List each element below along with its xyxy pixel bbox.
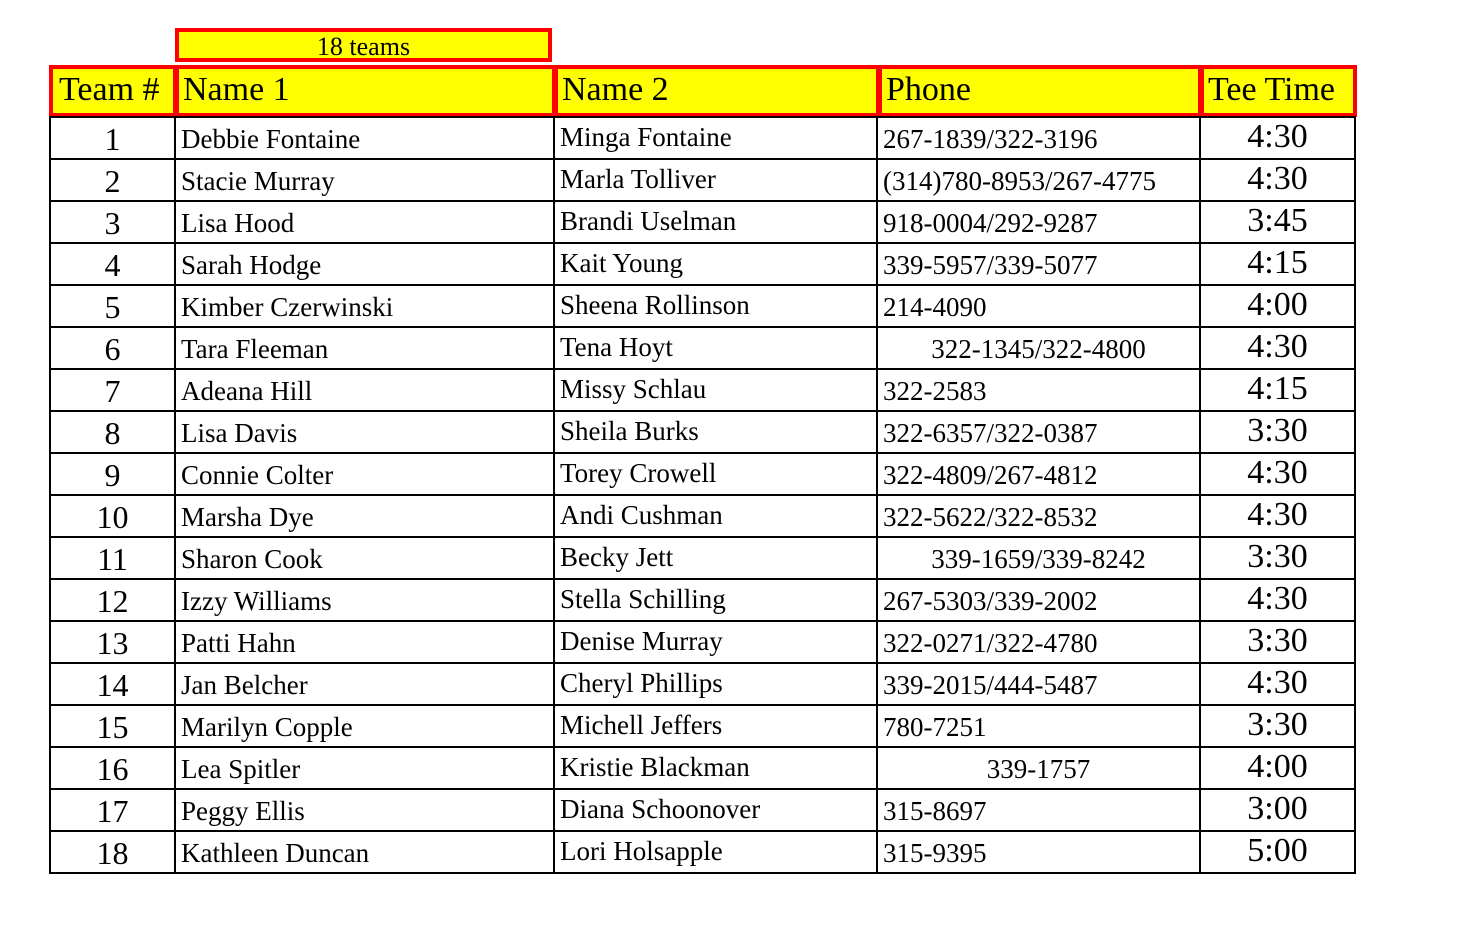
phone-cell: 322-2583 [877, 369, 1200, 411]
team-number-cell: 16 [50, 747, 175, 789]
tee-time-cell: 4:15 [1200, 243, 1355, 285]
tee-time-cell: 3:30 [1200, 411, 1355, 453]
table-row [50, 831, 1355, 873]
header-tee-time: Tee Time [1200, 65, 1357, 117]
tee-time-cell: 3:45 [1200, 201, 1355, 243]
tee-time-cell: 3:00 [1200, 789, 1355, 831]
tee-time-cell: 5:00 [1200, 831, 1355, 873]
name-1-cell: Kathleen Duncan [175, 831, 554, 873]
name-1-cell: Marsha Dye [175, 495, 554, 537]
name-1-cell: Connie Colter [175, 453, 554, 495]
name-1-cell: Lisa Davis [175, 411, 554, 453]
phone-cell: 322-6357/322-0387 [877, 411, 1200, 453]
phone-cell: 339-2015/444-5487 [877, 663, 1200, 705]
name-1-cell: Patti Hahn [175, 621, 554, 663]
phone-cell: 322-4809/267-4812 [877, 453, 1200, 495]
table-row [50, 789, 1355, 831]
name-2-cell: Stella Schilling [554, 579, 877, 621]
team-roster-table [49, 116, 1356, 874]
header-name-2: Name 2 [554, 65, 880, 117]
team-number-cell: 7 [50, 369, 175, 411]
phone-cell: 267-5303/339-2002 [877, 579, 1200, 621]
tee-time-cell: 3:30 [1200, 537, 1355, 579]
name-1-cell: Sharon Cook [175, 537, 554, 579]
tee-time-cell: 3:30 [1200, 705, 1355, 747]
name-2-cell: Torey Crowell [554, 453, 877, 495]
phone-cell: 322-1345/322-4800 [877, 327, 1200, 369]
name-2-cell: Michell Jeffers [554, 705, 877, 747]
header-team-number: Team # [49, 65, 177, 117]
team-number-cell: 17 [50, 789, 175, 831]
team-number-cell: 6 [50, 327, 175, 369]
table-row [50, 537, 1355, 579]
table-row [50, 411, 1355, 453]
name-2-cell: Brandi Uselman [554, 201, 877, 243]
name-2-cell: Diana Schoonover [554, 789, 877, 831]
phone-cell: 322-0271/322-4780 [877, 621, 1200, 663]
team-number-cell: 1 [50, 117, 175, 159]
tee-time-cell: 4:30 [1200, 117, 1355, 159]
table-row [50, 705, 1355, 747]
team-number-cell: 12 [50, 579, 175, 621]
name-1-cell: Debbie Fontaine [175, 117, 554, 159]
header-phone: Phone [878, 65, 1202, 117]
phone-cell: 267-1839/322-3196 [877, 117, 1200, 159]
phone-cell: 339-1757 [877, 747, 1200, 789]
table-row [50, 327, 1355, 369]
table-row [50, 495, 1355, 537]
name-1-cell: Stacie Murray [175, 159, 554, 201]
tee-time-cell: 4:30 [1200, 579, 1355, 621]
tee-time-cell: 4:30 [1200, 663, 1355, 705]
name-1-cell: Sarah Hodge [175, 243, 554, 285]
table-row [50, 453, 1355, 495]
team-number-cell: 2 [50, 159, 175, 201]
name-2-cell: Tena Hoyt [554, 327, 877, 369]
team-number-cell: 14 [50, 663, 175, 705]
team-number-cell: 5 [50, 285, 175, 327]
phone-cell: 315-8697 [877, 789, 1200, 831]
table-row [50, 663, 1355, 705]
table-row [50, 117, 1355, 159]
name-2-cell: Kait Young [554, 243, 877, 285]
table-row [50, 243, 1355, 285]
name-1-cell: Izzy Williams [175, 579, 554, 621]
tee-time-cell: 4:30 [1200, 327, 1355, 369]
tee-time-cell: 4:00 [1200, 747, 1355, 789]
tee-time-cell: 3:30 [1200, 621, 1355, 663]
table-row [50, 579, 1355, 621]
table-row [50, 621, 1355, 663]
name-2-cell: Cheryl Phillips [554, 663, 877, 705]
name-2-cell: Minga Fontaine [554, 117, 877, 159]
team-number-cell: 9 [50, 453, 175, 495]
phone-cell: 322-5622/322-8532 [877, 495, 1200, 537]
table-row [50, 369, 1355, 411]
team-number-cell: 13 [50, 621, 175, 663]
team-number-cell: 8 [50, 411, 175, 453]
header-name-1: Name 1 [175, 65, 556, 117]
phone-cell: (314)780-8953/267-4775 [877, 159, 1200, 201]
team-number-cell: 18 [50, 831, 175, 873]
team-count-label: 18 teams [175, 28, 552, 62]
name-1-cell: Kimber Czerwinski [175, 285, 554, 327]
name-2-cell: Sheila Burks [554, 411, 877, 453]
name-1-cell: Jan Belcher [175, 663, 554, 705]
tee-time-cell: 4:30 [1200, 453, 1355, 495]
name-2-cell: Sheena Rollinson [554, 285, 877, 327]
team-number-cell: 15 [50, 705, 175, 747]
name-2-cell: Denise Murray [554, 621, 877, 663]
name-2-cell: Lori Holsapple [554, 831, 877, 873]
name-1-cell: Lea Spitler [175, 747, 554, 789]
team-roster-body [50, 117, 1355, 873]
name-2-cell: Marla Tolliver [554, 159, 877, 201]
table-row [50, 747, 1355, 789]
tee-time-cell: 4:00 [1200, 285, 1355, 327]
phone-cell: 918-0004/292-9287 [877, 201, 1200, 243]
table-row [50, 201, 1355, 243]
team-number-cell: 4 [50, 243, 175, 285]
name-1-cell: Tara Fleeman [175, 327, 554, 369]
tee-time-cell: 4:30 [1200, 495, 1355, 537]
phone-cell: 315-9395 [877, 831, 1200, 873]
name-1-cell: Peggy Ellis [175, 789, 554, 831]
table-row [50, 285, 1355, 327]
phone-cell: 214-4090 [877, 285, 1200, 327]
name-2-cell: Missy Schlau [554, 369, 877, 411]
table-row [50, 159, 1355, 201]
phone-cell: 780-7251 [877, 705, 1200, 747]
name-1-cell: Lisa Hood [175, 201, 554, 243]
team-number-cell: 11 [50, 537, 175, 579]
team-number-cell: 3 [50, 201, 175, 243]
tee-time-cell: 4:30 [1200, 159, 1355, 201]
name-2-cell: Kristie Blackman [554, 747, 877, 789]
team-number-cell: 10 [50, 495, 175, 537]
phone-cell: 339-5957/339-5077 [877, 243, 1200, 285]
name-2-cell: Becky Jett [554, 537, 877, 579]
name-1-cell: Adeana Hill [175, 369, 554, 411]
phone-cell: 339-1659/339-8242 [877, 537, 1200, 579]
name-1-cell: Marilyn Copple [175, 705, 554, 747]
tee-time-cell: 4:15 [1200, 369, 1355, 411]
name-2-cell: Andi Cushman [554, 495, 877, 537]
